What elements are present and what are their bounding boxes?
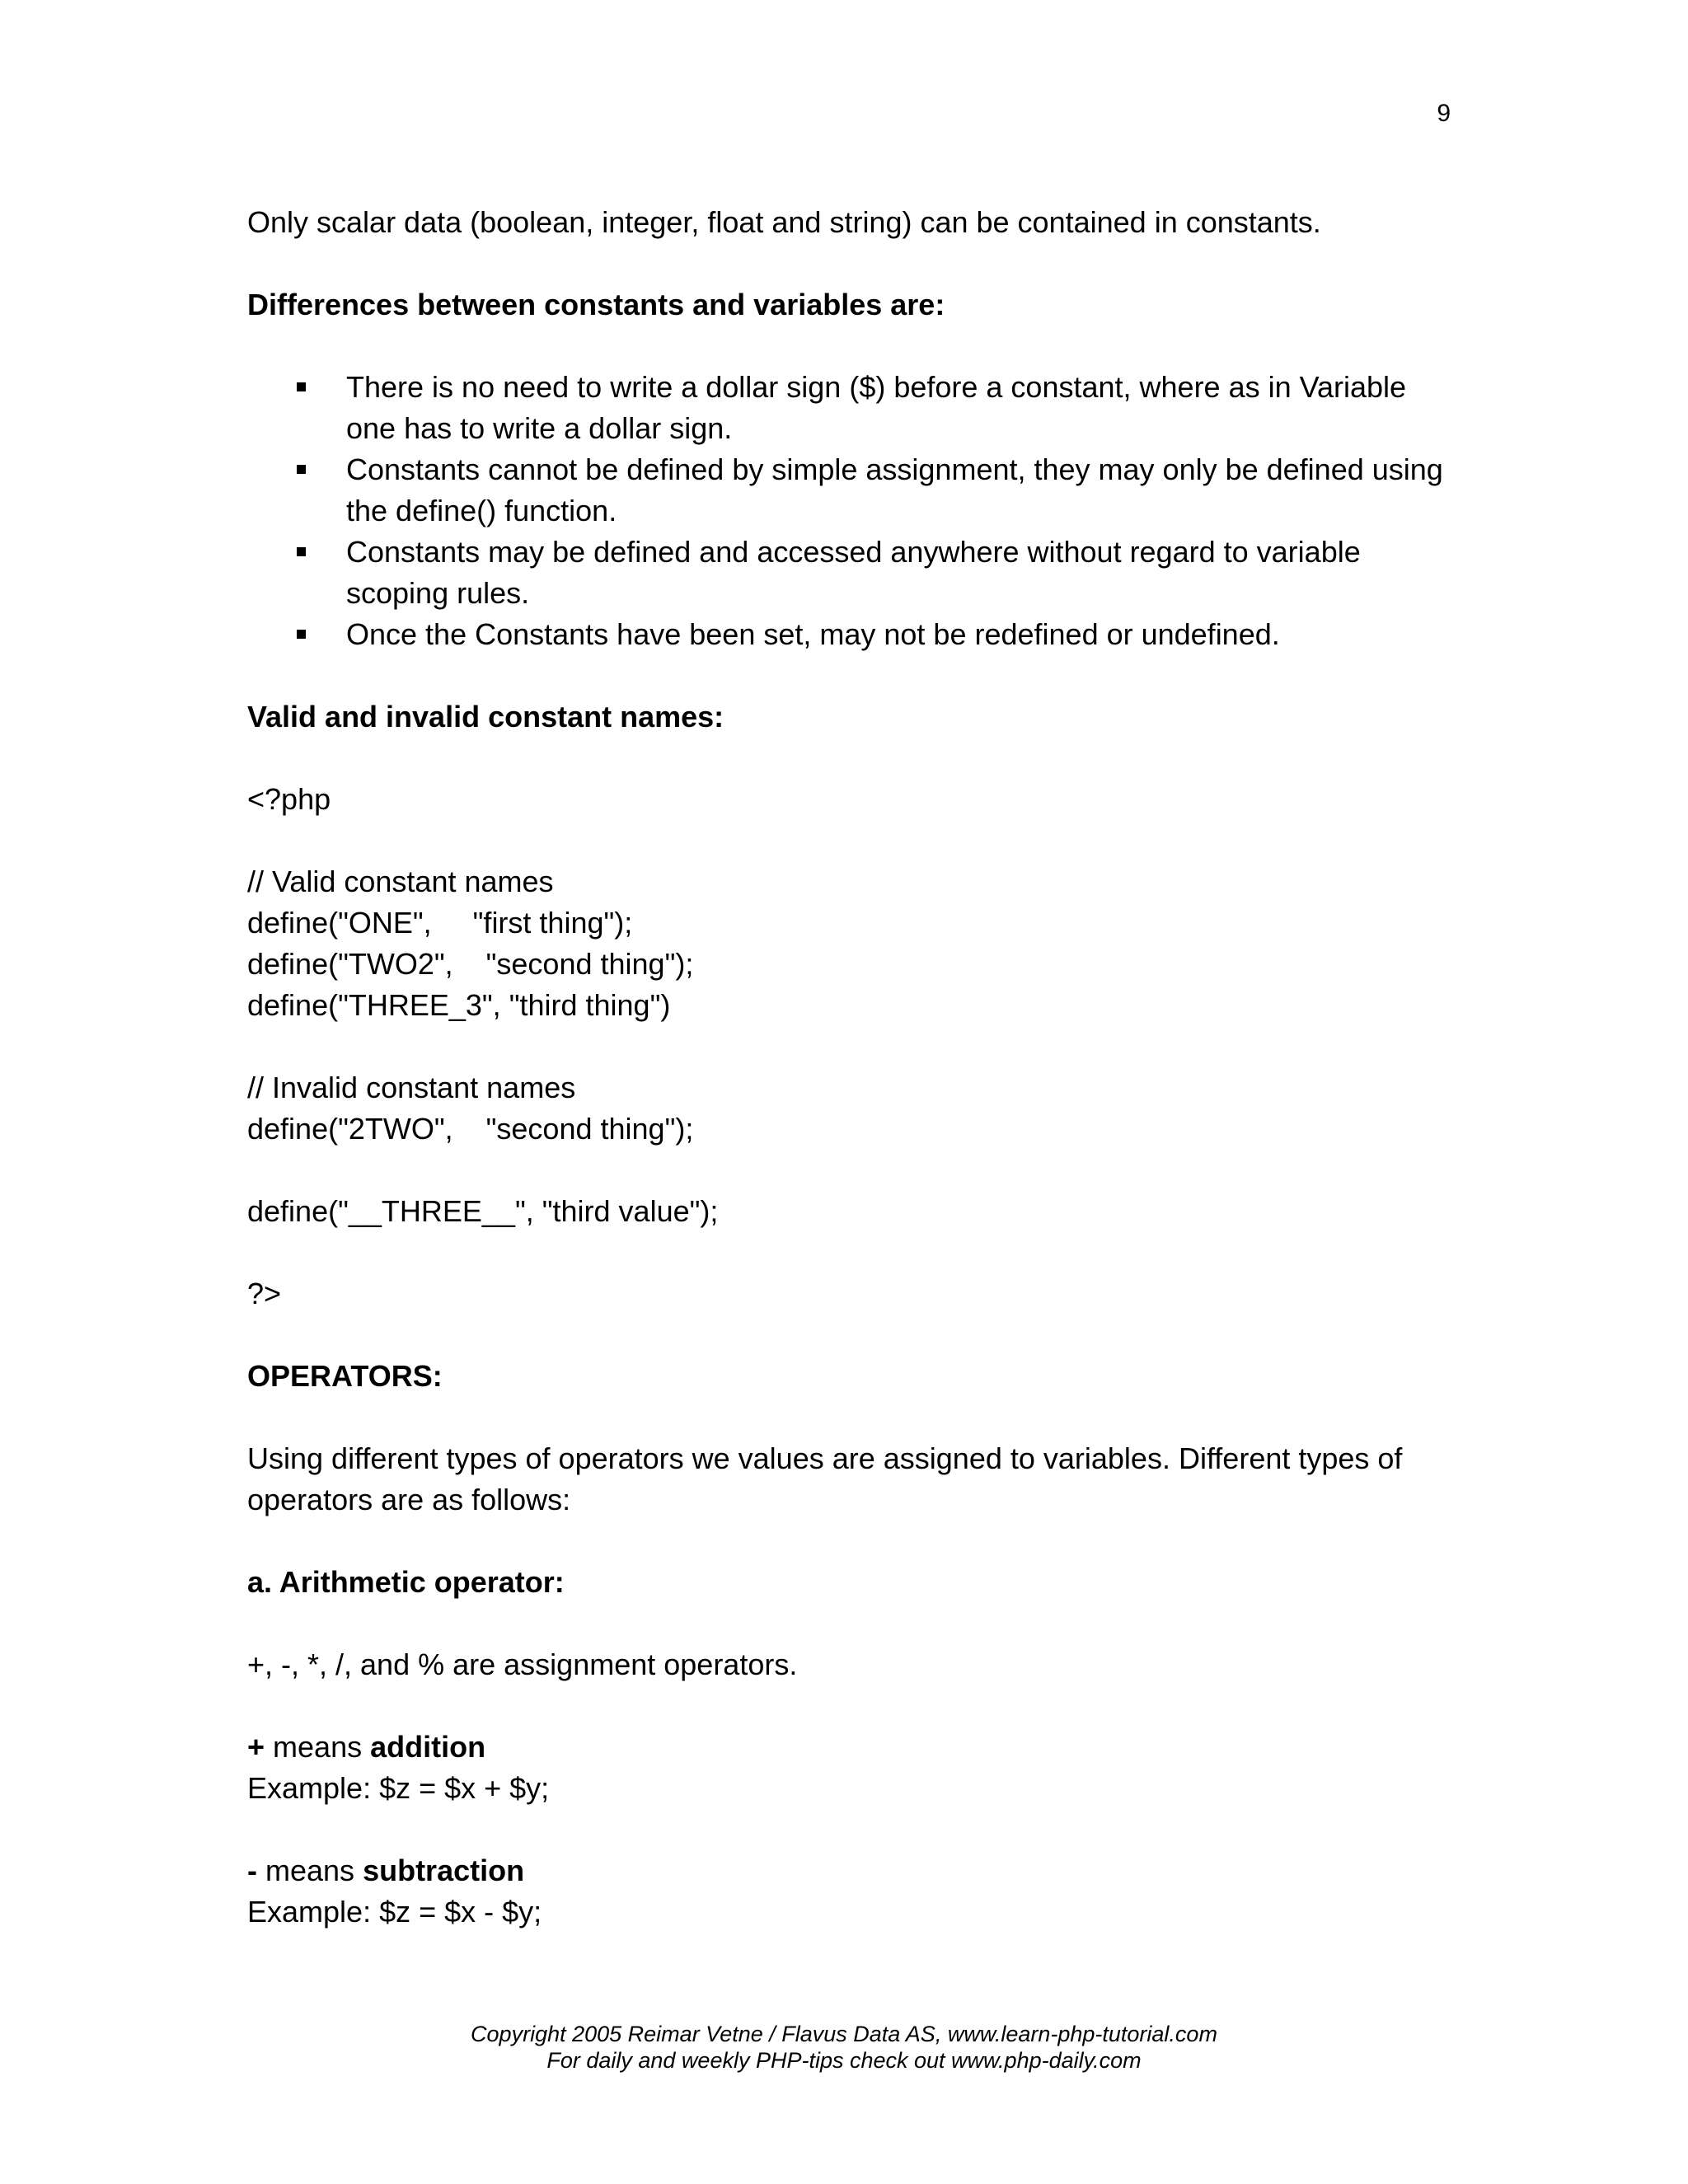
- means-text: means: [265, 1730, 371, 1764]
- code-line: define("THREE_3", "third thing"): [247, 988, 671, 1022]
- differences-heading: Differences between constants and variables are:: [247, 288, 945, 321]
- list-item: [346, 532, 1451, 614]
- spacer: [247, 1026, 1451, 1067]
- footer-tips: For daily and weekly PHP-tips check out www.php-daily.com: [546, 2048, 1142, 2073]
- code-close-tag: ?>: [247, 1277, 282, 1310]
- code-invalid-comment: // Invalid constant names: [247, 1071, 576, 1104]
- spacer: [247, 1315, 1451, 1356]
- page-footer: [0, 2021, 1688, 2074]
- spacer: [247, 1150, 1451, 1191]
- subtraction-example: Example: $z = $x - $y;: [247, 1895, 542, 1929]
- operators-heading: OPERATORS:: [247, 1359, 443, 1393]
- spacer: [247, 243, 1451, 284]
- spacer: [247, 738, 1451, 779]
- code-line: define("TWO2", "second thing");: [247, 947, 694, 981]
- spacer: [247, 1397, 1451, 1438]
- addition-definition: [247, 1727, 1451, 1768]
- list-item-text: Constants cannot be defined by simple assignment, they may only be defined using the define() function.: [346, 452, 1443, 527]
- intro-paragraph: Only scalar data (boolean, integer, float and string) can be contained in constants.: [247, 205, 1321, 239]
- spacer: [247, 1232, 1451, 1273]
- differences-list: [247, 367, 1451, 655]
- code-line: define("2TWO", "second thing");: [247, 1112, 694, 1146]
- code-line: define("ONE", "first thing");: [247, 906, 633, 940]
- spacer: [247, 326, 1451, 367]
- footer-copyright: Copyright 2005 Reimar Vetne / Flavus Data AS, www.learn-php-tutorial.com: [471, 2022, 1217, 2046]
- spacer: [247, 1809, 1451, 1850]
- operator-symbol: -: [247, 1854, 257, 1887]
- spacer: [247, 820, 1451, 861]
- code-open-tag: <?php: [247, 782, 331, 816]
- operator-name: addition: [370, 1730, 486, 1764]
- spacer: [247, 1685, 1451, 1727]
- means-text: means: [257, 1854, 363, 1887]
- subtraction-definition: [247, 1850, 1451, 1891]
- code-valid-comment: // Valid constant names: [247, 865, 554, 898]
- square-bullet-icon: [297, 630, 306, 639]
- page-content: [247, 202, 1451, 1933]
- operators-intro-line: Using different types of operators we values are assigned to variables. Different types of: [247, 1441, 1403, 1475]
- names-heading: Valid and invalid constant names:: [247, 700, 724, 733]
- spacer: [247, 655, 1451, 696]
- page-number: 9: [1437, 100, 1451, 127]
- spacer: [247, 1603, 1451, 1644]
- list-item: [346, 367, 1451, 449]
- operators-intro-line: operators are as follows:: [247, 1483, 571, 1516]
- list-item-text: Once the Constants have been set, may not be redefined or undefined.: [346, 617, 1280, 651]
- square-bullet-icon: [297, 382, 306, 391]
- operator-name: subtraction: [363, 1854, 525, 1887]
- square-bullet-icon: [297, 547, 306, 556]
- list-item: [346, 614, 1451, 655]
- operator-symbol: +: [247, 1730, 265, 1764]
- list-item-text: There is no need to write a dollar sign ($) before a constant, where as in Variable one has to write a dollar sign.: [346, 370, 1407, 445]
- square-bullet-icon: [297, 465, 306, 474]
- list-item-text: Constants may be defined and accessed anywhere without regard to variable scoping rules.: [346, 535, 1361, 610]
- addition-example: Example: $z = $x + $y;: [247, 1771, 550, 1805]
- arithmetic-heading: a. Arithmetic operator:: [247, 1565, 565, 1599]
- arithmetic-intro: +, -, *, /, and % are assignment operators.: [247, 1647, 798, 1681]
- code-line: define("__THREE__", "third value");: [247, 1194, 719, 1228]
- spacer: [247, 1521, 1451, 1562]
- list-item: [346, 449, 1451, 532]
